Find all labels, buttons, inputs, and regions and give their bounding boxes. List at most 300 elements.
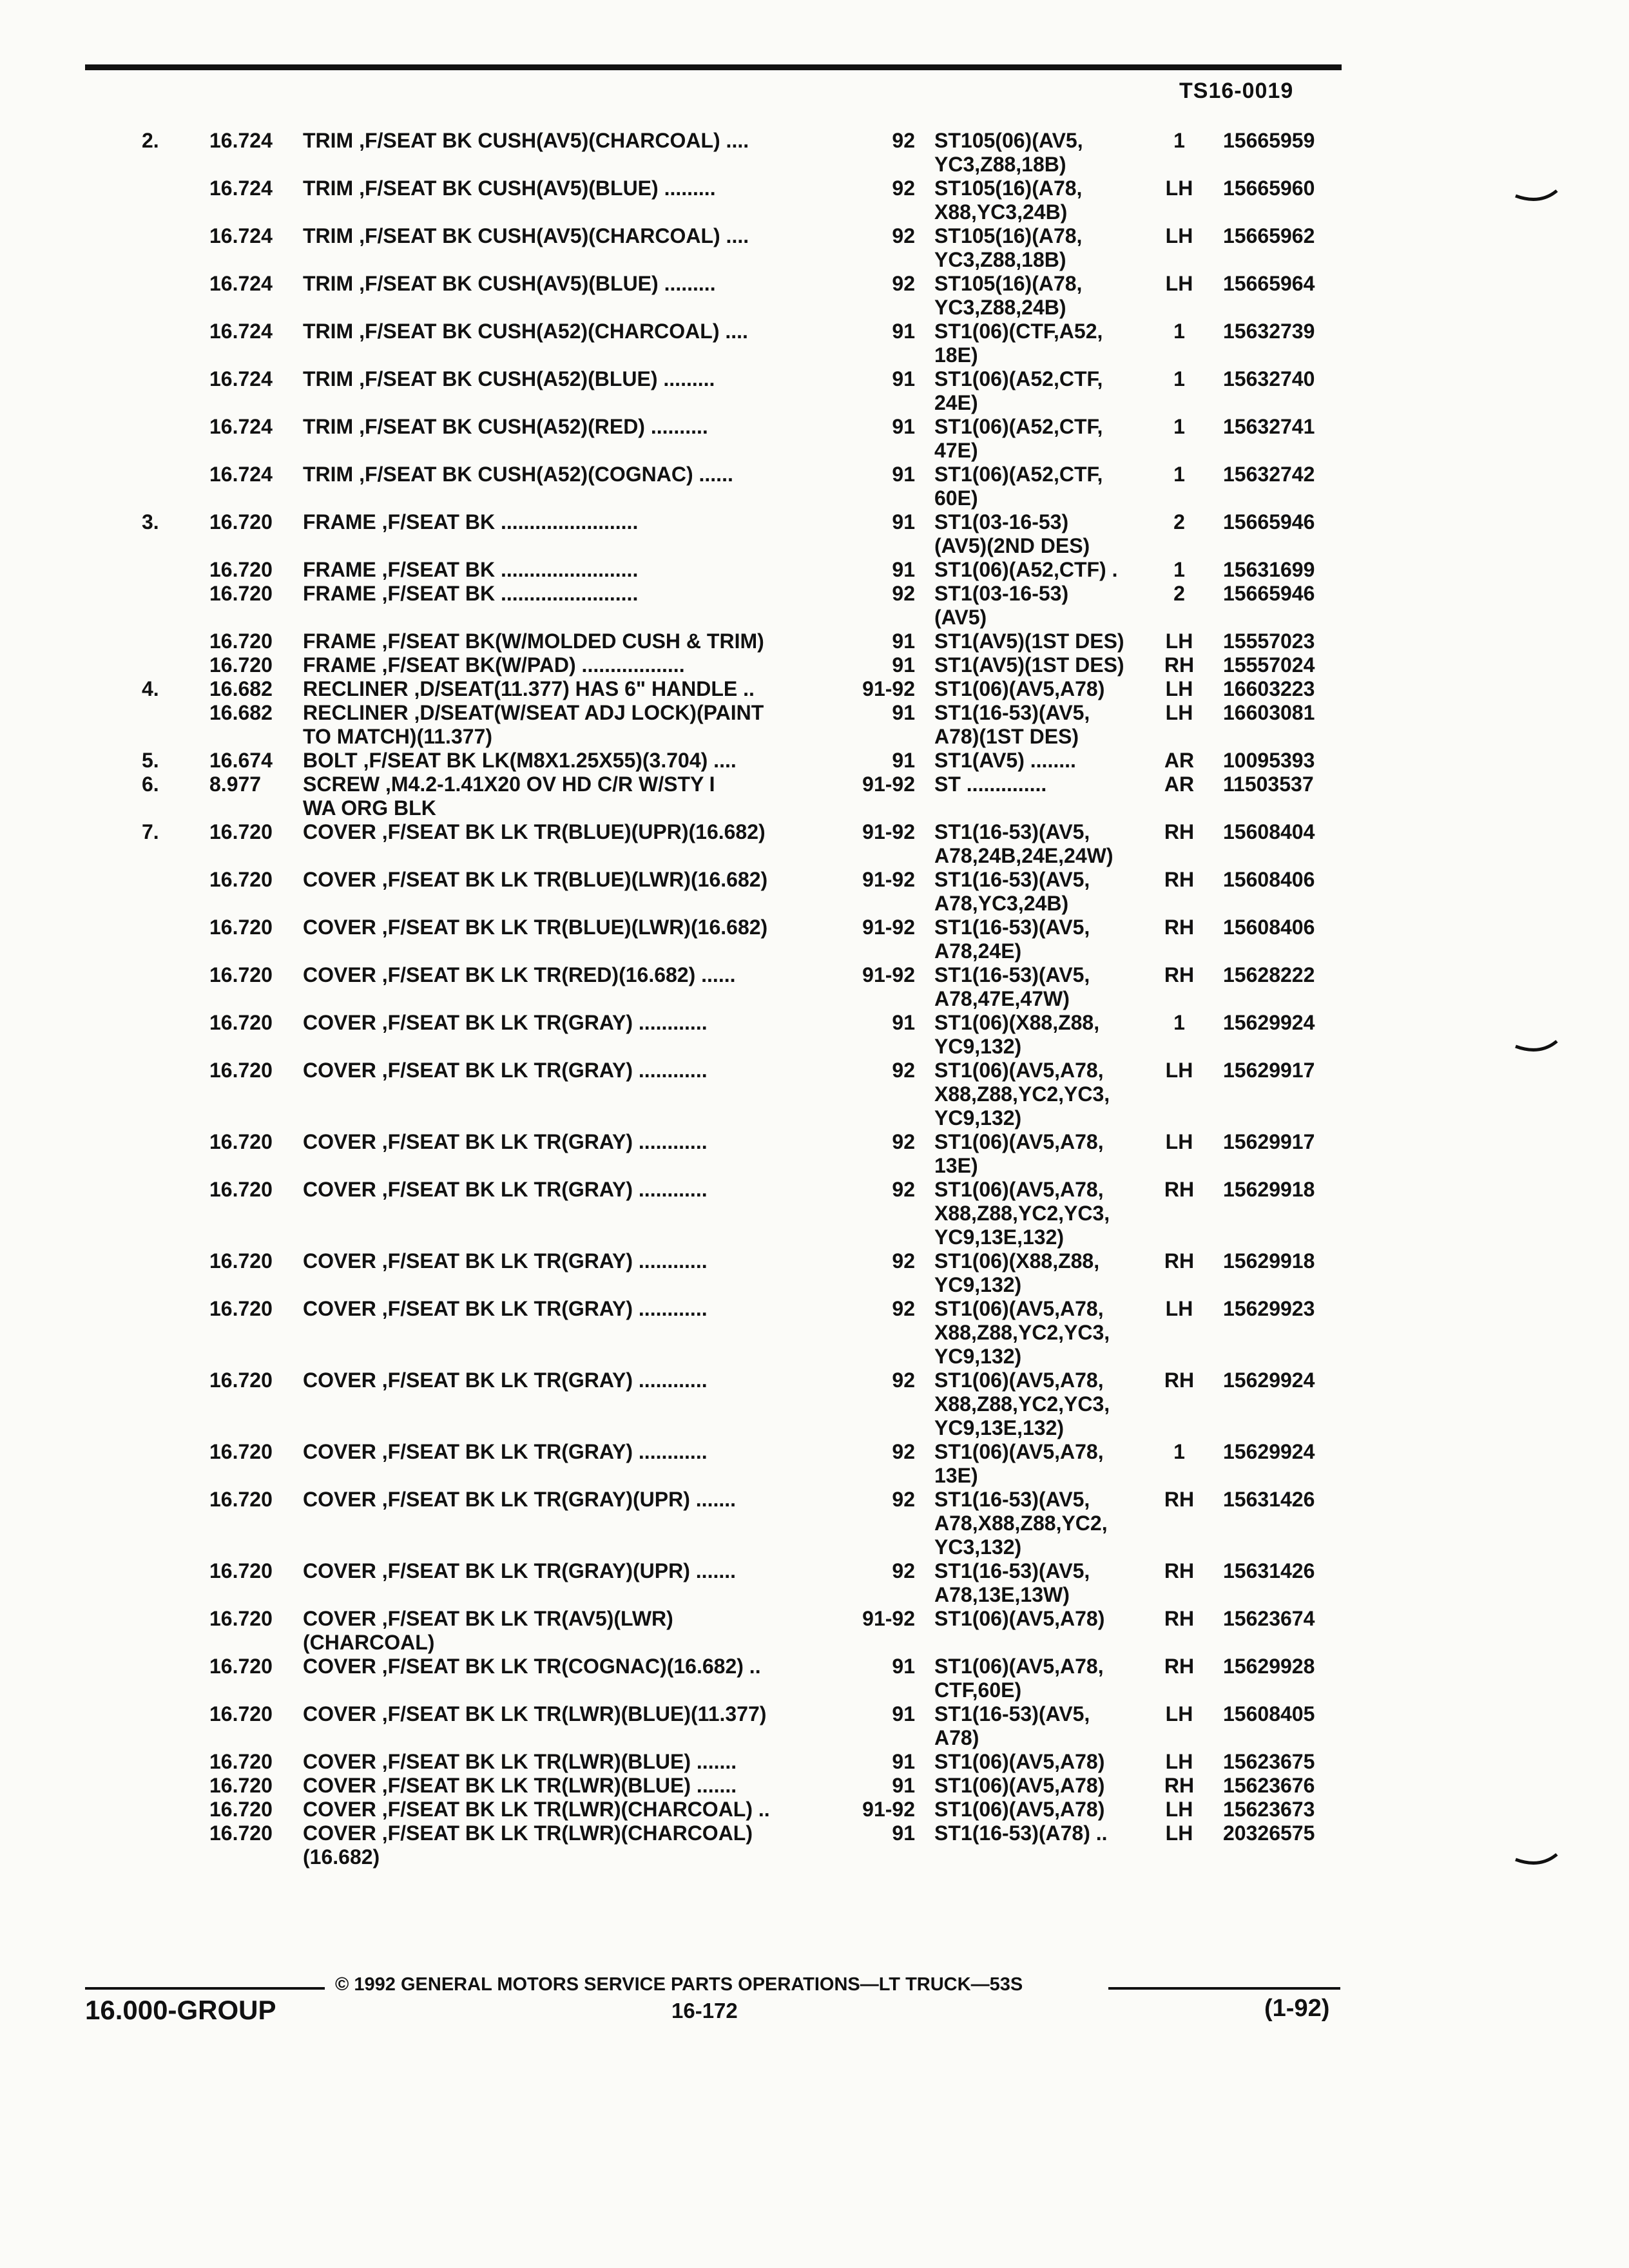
usage-code: ST1(06)(AV5,A78, CTF,60E) bbox=[934, 1655, 1104, 1702]
part-number: 15629917 bbox=[1223, 1059, 1315, 1082]
part-number: 15629918 bbox=[1223, 1249, 1315, 1273]
list-item bbox=[0, 1798, 1629, 1821]
quantity: 1 bbox=[1173, 558, 1185, 581]
part-name: COVER bbox=[303, 1178, 376, 1201]
part-description bbox=[303, 1130, 838, 1154]
quantity: RH bbox=[1164, 653, 1195, 677]
list-item bbox=[0, 963, 1629, 1011]
part-detail: ,F/SEAT BK CUSH(A52)(COGNAC) ...... bbox=[359, 463, 733, 486]
part-name: TRIM bbox=[303, 272, 354, 295]
quantity: LH bbox=[1165, 1702, 1193, 1725]
group-number: 16.724 bbox=[209, 367, 273, 390]
usage-code: ST1(AV5)(1ST DES) bbox=[934, 653, 1124, 677]
part-detail: ,F/SEAT BK ........................ bbox=[381, 558, 639, 581]
list-item bbox=[0, 1011, 1629, 1059]
part-detail: ,F/SEAT BK LK TR(BLUE)(LWR)(16.682) bbox=[381, 868, 768, 891]
model-year: 91-92 bbox=[862, 820, 915, 843]
part-description bbox=[303, 558, 838, 582]
group-number: 16.720 bbox=[209, 1178, 273, 1201]
footer-rule-right bbox=[1108, 1987, 1340, 1990]
list-item bbox=[0, 558, 1629, 582]
item-number: 5. bbox=[142, 749, 159, 772]
list-item bbox=[0, 367, 1629, 415]
quantity: RH bbox=[1164, 1607, 1195, 1630]
item-number: 7. bbox=[142, 820, 159, 843]
part-detail: ,F/SEAT BK LK TR(GRAY) ............ bbox=[381, 1249, 708, 1273]
usage-code: ST1(06)(AV5,A78, X88,Z88,YC2,YC3, YC9,132) bbox=[934, 1297, 1110, 1368]
model-year: 92 bbox=[892, 129, 915, 152]
list-item bbox=[0, 224, 1629, 272]
quantity: LH bbox=[1165, 224, 1193, 247]
quantity: 1 bbox=[1173, 367, 1185, 390]
part-description bbox=[303, 868, 838, 892]
model-year: 91 bbox=[892, 629, 915, 653]
part-number: 15628222 bbox=[1223, 963, 1315, 986]
model-year: 92 bbox=[892, 1559, 915, 1582]
group-number: 16.720 bbox=[209, 1369, 273, 1392]
quantity: LH bbox=[1165, 272, 1193, 295]
part-description bbox=[303, 629, 838, 653]
list-item bbox=[0, 1655, 1629, 1702]
part-detail: ,F/SEAT BK LK TR(LWR)(BLUE)(11.377) bbox=[381, 1702, 767, 1725]
group-number: 16.720 bbox=[209, 1774, 273, 1797]
part-name: COVER bbox=[303, 1059, 376, 1082]
model-year: 92 bbox=[892, 1178, 915, 1201]
top-rule bbox=[85, 64, 1342, 70]
part-name: COVER bbox=[303, 1130, 376, 1153]
part-description bbox=[303, 963, 838, 987]
part-description bbox=[303, 1702, 838, 1726]
group-number: 16.682 bbox=[209, 677, 273, 700]
model-year: 91-92 bbox=[862, 916, 915, 939]
part-detail: ,F/SEAT BK ........................ bbox=[381, 582, 639, 605]
parts-list bbox=[0, 129, 1629, 1869]
scan-mark-icon bbox=[1514, 188, 1559, 207]
part-description bbox=[303, 1178, 838, 1202]
part-detail: ,F/SEAT BK LK TR(GRAY) ............ bbox=[381, 1178, 708, 1201]
part-description bbox=[303, 1774, 838, 1798]
part-number: 16603081 bbox=[1223, 701, 1315, 724]
part-detail: ,F/SEAT BK LK TR(LWR)(BLUE) ....... bbox=[381, 1750, 737, 1773]
part-description bbox=[303, 749, 838, 773]
part-number: 15623676 bbox=[1223, 1774, 1315, 1797]
usage-code: ST1(16-53)(AV5, A78,47E,47W) bbox=[934, 963, 1090, 1010]
model-year: 92 bbox=[892, 1369, 915, 1392]
group-number: 16.720 bbox=[209, 629, 273, 653]
part-detail: ,M4.2-1.41X20 OV HD C/R W/STY I WA ORG BLK bbox=[303, 773, 715, 820]
quantity: 1 bbox=[1173, 129, 1185, 152]
model-year: 91 bbox=[892, 1821, 915, 1845]
group-number: 16.720 bbox=[209, 1297, 273, 1320]
part-number: 15665960 bbox=[1223, 177, 1315, 200]
part-number: 15665946 bbox=[1223, 582, 1315, 605]
quantity: LH bbox=[1165, 677, 1193, 700]
part-number: 11503537 bbox=[1223, 773, 1314, 796]
model-year: 91 bbox=[892, 463, 915, 486]
list-item bbox=[0, 749, 1629, 773]
part-detail: ,F/SEAT BK ........................ bbox=[381, 510, 639, 533]
part-description bbox=[303, 1607, 838, 1655]
part-detail: ,F/SEAT BK LK TR(LWR)(CHARCOAL) .. bbox=[381, 1798, 770, 1821]
list-item bbox=[0, 1750, 1629, 1774]
part-detail: ,F/SEAT BK LK TR(COGNAC)(16.682) .. bbox=[381, 1655, 761, 1678]
part-name: TRIM bbox=[303, 463, 354, 486]
part-description bbox=[303, 1059, 838, 1082]
quantity: RH bbox=[1164, 820, 1195, 843]
part-detail: ,F/SEAT BK LK TR(BLUE)(LWR)(16.682) bbox=[381, 916, 768, 939]
model-year: 91-92 bbox=[862, 868, 915, 891]
usage-code: ST1(16-53)(A78) .. bbox=[934, 1821, 1108, 1845]
quantity: RH bbox=[1164, 1655, 1195, 1678]
group-number: 16.720 bbox=[209, 1607, 273, 1630]
usage-code: ST1(06)(A52,CTF, 47E) bbox=[934, 415, 1103, 462]
part-name: COVER bbox=[303, 868, 376, 891]
usage-code: ST1(06)(AV5,A78, 13E) bbox=[934, 1130, 1104, 1177]
part-name: COVER bbox=[303, 1774, 376, 1797]
group-number: 16.720 bbox=[209, 582, 273, 605]
model-year: 92 bbox=[892, 177, 915, 200]
part-name: COVER bbox=[303, 1750, 376, 1773]
quantity: 1 bbox=[1173, 463, 1185, 486]
item-number: 4. bbox=[142, 677, 159, 700]
footer-group-label: 16.000-GROUP bbox=[85, 1995, 276, 2025]
list-item bbox=[0, 320, 1629, 367]
list-item bbox=[0, 653, 1629, 677]
quantity: 2 bbox=[1173, 510, 1185, 533]
part-description bbox=[303, 1369, 838, 1392]
part-detail: ,F/SEAT BK LK TR(LWR)(BLUE) ....... bbox=[381, 1774, 737, 1797]
part-number: 15608404 bbox=[1223, 820, 1315, 843]
part-description bbox=[303, 1821, 838, 1869]
group-number: 16.720 bbox=[209, 868, 273, 891]
part-description bbox=[303, 1750, 838, 1774]
quantity: 2 bbox=[1173, 582, 1185, 605]
usage-code: ST1(06)(A52,CTF, 24E) bbox=[934, 367, 1103, 414]
part-name: FRAME bbox=[303, 582, 376, 605]
model-year: 91-92 bbox=[862, 677, 915, 700]
quantity: LH bbox=[1165, 701, 1193, 724]
group-number: 16.720 bbox=[209, 1440, 273, 1463]
part-number: 15629924 bbox=[1223, 1011, 1315, 1034]
part-detail: ,F/SEAT BK LK TR(AV5)(LWR) (CHARCOAL) bbox=[303, 1607, 673, 1654]
part-description bbox=[303, 1297, 838, 1321]
list-item bbox=[0, 1821, 1629, 1869]
quantity: LH bbox=[1165, 1130, 1193, 1153]
scan-mark-icon bbox=[1514, 1039, 1559, 1058]
part-name: COVER bbox=[303, 820, 376, 843]
part-name: COVER bbox=[303, 916, 376, 939]
footer-copyright: © 1992 GENERAL MOTORS SERVICE PARTS OPERATIONS—LT TRUCK—53S bbox=[335, 1974, 1023, 1995]
footer-rule-left bbox=[85, 1987, 325, 1990]
part-number: 15623673 bbox=[1223, 1798, 1315, 1821]
part-detail: ,F/SEAT BK(W/PAD) .................. bbox=[381, 653, 685, 677]
model-year: 92 bbox=[892, 1059, 915, 1082]
list-item bbox=[0, 582, 1629, 629]
quantity: LH bbox=[1165, 629, 1193, 653]
part-name: COVER bbox=[303, 1559, 376, 1582]
part-name: FRAME bbox=[303, 510, 376, 533]
model-year: 91 bbox=[892, 1655, 915, 1678]
group-number: 16.724 bbox=[209, 129, 273, 152]
part-name: RECLINER bbox=[303, 677, 409, 700]
usage-code: ST1(16-53)(AV5, A78)(1ST DES) bbox=[934, 701, 1090, 748]
usage-code: ST1(06)(X88,Z88, YC9,132) bbox=[934, 1011, 1100, 1058]
part-number: 10095393 bbox=[1223, 749, 1315, 772]
part-number: 15631426 bbox=[1223, 1488, 1315, 1511]
part-name: TRIM bbox=[303, 415, 354, 438]
usage-code: ST .............. bbox=[934, 773, 1047, 796]
part-name: COVER bbox=[303, 1297, 376, 1320]
usage-code: ST1(06)(AV5,A78, 13E) bbox=[934, 1440, 1104, 1487]
part-name: COVER bbox=[303, 963, 376, 986]
part-description bbox=[303, 1798, 838, 1821]
part-description bbox=[303, 129, 838, 153]
part-name: COVER bbox=[303, 1011, 376, 1034]
model-year: 92 bbox=[892, 272, 915, 295]
part-number: 15665946 bbox=[1223, 510, 1315, 533]
group-number: 16.720 bbox=[209, 916, 273, 939]
part-detail: ,F/SEAT BK CUSH(AV5)(CHARCOAL) .... bbox=[359, 129, 749, 152]
part-number: 15629923 bbox=[1223, 1297, 1315, 1320]
group-number: 16.724 bbox=[209, 177, 273, 200]
group-number: 16.724 bbox=[209, 415, 273, 438]
quantity: AR bbox=[1164, 773, 1195, 796]
usage-code: ST1(06)(X88,Z88, YC9,132) bbox=[934, 1249, 1100, 1296]
part-name: TRIM bbox=[303, 320, 354, 343]
list-item bbox=[0, 1607, 1629, 1655]
list-item bbox=[0, 415, 1629, 463]
model-year: 91 bbox=[892, 510, 915, 533]
group-number: 16.720 bbox=[209, 963, 273, 986]
part-number: 15632740 bbox=[1223, 367, 1315, 390]
group-number: 16.724 bbox=[209, 224, 273, 247]
part-detail: ,F/SEAT BK LK TR(GRAY) ............ bbox=[381, 1011, 708, 1034]
part-detail: ,F/SEAT BK LK TR(GRAY) ............ bbox=[381, 1297, 708, 1320]
usage-code: ST1(06)(AV5,A78, X88,Z88,YC2,YC3, YC9,13E,132) bbox=[934, 1178, 1110, 1249]
part-detail: ,F/SEAT BK CUSH(A52)(CHARCOAL) .... bbox=[359, 320, 748, 343]
quantity: AR bbox=[1164, 749, 1195, 772]
list-item bbox=[0, 1059, 1629, 1130]
part-name: TRIM bbox=[303, 224, 354, 247]
part-detail: ,F/SEAT BK LK TR(GRAY)(UPR) ....... bbox=[381, 1488, 737, 1511]
part-description bbox=[303, 463, 838, 486]
group-number: 8.977 bbox=[209, 773, 262, 796]
model-year: 91-92 bbox=[862, 1798, 915, 1821]
list-item bbox=[0, 129, 1629, 177]
part-name: FRAME bbox=[303, 629, 376, 653]
list-item bbox=[0, 820, 1629, 868]
usage-code: ST1(06)(A52,CTF) . bbox=[934, 558, 1118, 581]
part-name: BOLT bbox=[303, 749, 358, 772]
part-description bbox=[303, 582, 838, 606]
part-description bbox=[303, 677, 838, 701]
part-description bbox=[303, 820, 838, 844]
model-year: 91 bbox=[892, 1702, 915, 1725]
part-detail: ,F/SEAT BK LK TR(RED)(16.682) ...... bbox=[381, 963, 736, 986]
list-item bbox=[0, 1297, 1629, 1369]
item-number: 3. bbox=[142, 510, 159, 533]
usage-code: ST1(AV5)(1ST DES) bbox=[934, 629, 1124, 653]
part-description bbox=[303, 415, 838, 439]
part-name: COVER bbox=[303, 1440, 376, 1463]
part-detail: ,F/SEAT BK LK TR(GRAY) ............ bbox=[381, 1130, 708, 1153]
quantity: 1 bbox=[1173, 415, 1185, 438]
model-year: 91 bbox=[892, 1774, 915, 1797]
usage-code: ST1(06)(AV5,A78) bbox=[934, 1774, 1105, 1797]
usage-code: ST1(06)(AV5,A78, X88,Z88,YC2,YC3, YC9,13E,132) bbox=[934, 1369, 1110, 1439]
part-description bbox=[303, 1011, 838, 1035]
quantity: RH bbox=[1164, 916, 1195, 939]
list-item bbox=[0, 1178, 1629, 1249]
quantity: LH bbox=[1165, 1297, 1193, 1320]
part-description bbox=[303, 320, 838, 343]
item-number: 6. bbox=[142, 773, 159, 796]
model-year: 92 bbox=[892, 1297, 915, 1320]
part-number: 15629924 bbox=[1223, 1369, 1315, 1392]
part-number: 15557023 bbox=[1223, 629, 1315, 653]
part-name: RECLINER bbox=[303, 701, 409, 724]
usage-code: ST1(06)(AV5,A78) bbox=[934, 1750, 1105, 1773]
usage-code: ST105(16)(A78, X88,YC3,24B) bbox=[934, 177, 1083, 224]
quantity: RH bbox=[1164, 1178, 1195, 1201]
usage-code: ST1(06)(AV5,A78) bbox=[934, 677, 1105, 700]
part-detail: ,F/SEAT BK LK TR(GRAY) ............ bbox=[381, 1440, 708, 1463]
part-number: 15608406 bbox=[1223, 868, 1315, 891]
part-detail: ,D/SEAT(W/SEAT ADJ LOCK)(PAINT TO MATCH)(11.377) bbox=[303, 701, 764, 748]
usage-code: ST1(06)(AV5,A78, X88,Z88,YC2,YC3, YC9,132) bbox=[934, 1059, 1110, 1129]
usage-code: ST1(03-16-53) (AV5)(2ND DES) bbox=[934, 510, 1090, 557]
part-number: 15632739 bbox=[1223, 320, 1315, 343]
part-number: 15631699 bbox=[1223, 558, 1315, 581]
model-year: 91 bbox=[892, 653, 915, 677]
part-description bbox=[303, 1440, 838, 1464]
part-detail: ,F/SEAT BK LK TR(LWR)(CHARCOAL) (16.682) bbox=[303, 1821, 753, 1869]
group-number: 16.720 bbox=[209, 1059, 273, 1082]
part-description bbox=[303, 916, 838, 939]
part-number: 15629924 bbox=[1223, 1440, 1315, 1463]
part-name: COVER bbox=[303, 1821, 376, 1845]
document-code: TS16-0019 bbox=[1179, 79, 1294, 103]
list-item bbox=[0, 1249, 1629, 1297]
group-number: 16.724 bbox=[209, 320, 273, 343]
group-number: 16.720 bbox=[209, 1750, 273, 1773]
part-number: 15665964 bbox=[1223, 272, 1315, 295]
part-number: 15632741 bbox=[1223, 415, 1315, 438]
part-number: 15623675 bbox=[1223, 1750, 1315, 1773]
part-detail: ,F/SEAT BK CUSH(A52)(BLUE) ......... bbox=[359, 367, 715, 390]
quantity: RH bbox=[1164, 868, 1195, 891]
quantity: RH bbox=[1164, 1559, 1195, 1582]
usage-code: ST1(06)(CTF,A52, 18E) bbox=[934, 320, 1103, 367]
group-number: 16.720 bbox=[209, 1130, 273, 1153]
item-number: 2. bbox=[142, 129, 159, 152]
model-year: 91 bbox=[892, 415, 915, 438]
usage-code: ST1(03-16-53) (AV5) bbox=[934, 582, 1069, 629]
model-year: 92 bbox=[892, 582, 915, 605]
part-detail: ,F/SEAT BK(W/MOLDED CUSH & TRIM) bbox=[381, 629, 764, 653]
quantity: RH bbox=[1164, 1774, 1195, 1797]
usage-code: ST1(16-53)(AV5, A78,24E) bbox=[934, 916, 1090, 963]
part-description bbox=[303, 1249, 838, 1273]
part-number: 15608405 bbox=[1223, 1702, 1315, 1725]
list-item bbox=[0, 1774, 1629, 1798]
footer-page-number: 16-172 bbox=[671, 1999, 738, 2023]
part-detail: ,F/SEAT BK CUSH(AV5)(BLUE) ......... bbox=[359, 272, 716, 295]
usage-code: ST105(06)(AV5, YC3,Z88,18B) bbox=[934, 129, 1083, 176]
model-year: 91 bbox=[892, 1750, 915, 1773]
part-detail: ,F/SEAT BK LK TR(GRAY)(UPR) ....... bbox=[381, 1559, 737, 1582]
model-year: 91 bbox=[892, 749, 915, 772]
usage-code: ST1(AV5) ........ bbox=[934, 749, 1076, 772]
usage-code: ST1(16-53)(AV5, A78,24B,24E,24W) bbox=[934, 820, 1113, 867]
part-name: COVER bbox=[303, 1702, 376, 1725]
part-name: SCREW bbox=[303, 773, 380, 796]
quantity: LH bbox=[1165, 1798, 1193, 1821]
part-number: 15557024 bbox=[1223, 653, 1315, 677]
part-number: 15629918 bbox=[1223, 1178, 1315, 1201]
usage-code: ST1(16-53)(AV5, A78,YC3,24B) bbox=[934, 868, 1090, 915]
part-name: FRAME bbox=[303, 558, 376, 581]
usage-code: ST1(16-53)(AV5, A78,13E,13W) bbox=[934, 1559, 1090, 1606]
group-number: 16.724 bbox=[209, 463, 273, 486]
part-detail: ,D/SEAT(11.377) HAS 6" HANDLE .. bbox=[414, 677, 755, 700]
group-number: 16.720 bbox=[209, 558, 273, 581]
part-name: TRIM bbox=[303, 367, 354, 390]
part-name: COVER bbox=[303, 1607, 376, 1630]
model-year: 91 bbox=[892, 701, 915, 724]
quantity: RH bbox=[1164, 1369, 1195, 1392]
model-year: 91-92 bbox=[862, 963, 915, 986]
list-item bbox=[0, 177, 1629, 224]
group-number: 16.720 bbox=[209, 653, 273, 677]
group-number: 16.720 bbox=[209, 1821, 273, 1845]
part-description bbox=[303, 653, 838, 677]
part-name: COVER bbox=[303, 1655, 376, 1678]
model-year: 91 bbox=[892, 367, 915, 390]
model-year: 91-92 bbox=[862, 1607, 915, 1630]
part-name: COVER bbox=[303, 1488, 376, 1511]
group-number: 16.674 bbox=[209, 749, 273, 772]
quantity: 1 bbox=[1173, 1440, 1185, 1463]
quantity: LH bbox=[1165, 1059, 1193, 1082]
part-description bbox=[303, 1559, 838, 1583]
model-year: 91 bbox=[892, 320, 915, 343]
group-number: 16.682 bbox=[209, 701, 273, 724]
part-description bbox=[303, 701, 838, 749]
list-item bbox=[0, 463, 1629, 510]
model-year: 92 bbox=[892, 1249, 915, 1273]
usage-code: ST1(16-53)(AV5, A78,X88,Z88,YC2, YC3,132) bbox=[934, 1488, 1108, 1559]
part-name: TRIM bbox=[303, 177, 354, 200]
list-item bbox=[0, 701, 1629, 749]
part-number: 15623674 bbox=[1223, 1607, 1315, 1630]
model-year: 92 bbox=[892, 1488, 915, 1511]
quantity: 1 bbox=[1173, 1011, 1185, 1034]
group-number: 16.720 bbox=[209, 1655, 273, 1678]
model-year: 91 bbox=[892, 558, 915, 581]
footer-date: (1-92) bbox=[1264, 1995, 1330, 2022]
part-name: COVER bbox=[303, 1249, 376, 1273]
group-number: 16.720 bbox=[209, 1011, 273, 1034]
part-detail: ,F/SEAT BK CUSH(A52)(RED) .......... bbox=[359, 415, 708, 438]
part-description bbox=[303, 510, 838, 534]
list-item bbox=[0, 868, 1629, 916]
list-item bbox=[0, 1488, 1629, 1559]
quantity: LH bbox=[1165, 1821, 1193, 1845]
part-description bbox=[303, 272, 838, 296]
part-description bbox=[303, 773, 838, 820]
group-number: 16.724 bbox=[209, 272, 273, 295]
